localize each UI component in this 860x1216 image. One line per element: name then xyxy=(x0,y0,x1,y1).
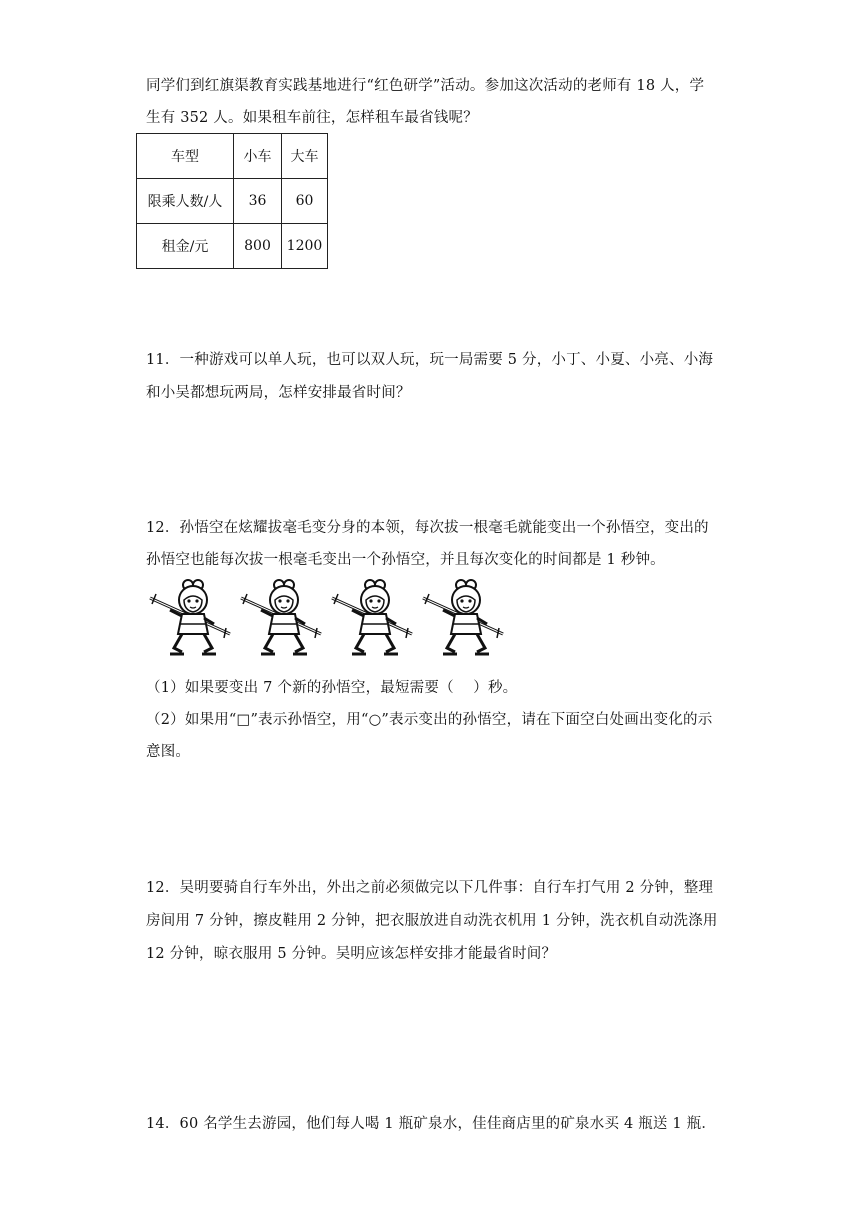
q14-text-line1: 14．60 名学生去游园，他们每人喝 1 瓶矿泉水，佳佳商店里的矿泉水买 4 瓶送 1 瓶． xyxy=(146,1116,717,1132)
monkey-king-icon xyxy=(241,580,321,654)
table-row xyxy=(137,179,328,224)
q12a-sub2-line2: 意图。 xyxy=(146,744,191,760)
q11-text-line1: 11．一种游戏可以单人玩，也可以双人玩，玩一局需要 5 分，小丁、小夏、小亮、小海 xyxy=(146,352,714,368)
car-rental-table xyxy=(136,133,328,269)
monkey-king-icon xyxy=(150,580,230,654)
monkey-king-illustration xyxy=(148,576,508,660)
table-cell: 小车 xyxy=(234,134,282,179)
q12b-text-line3: 12 分钟，晾衣服用 5 分钟。吴明应该怎样安排才能最省时间？ xyxy=(146,946,557,962)
q10-text-line1: 同学们到红旗渠教育实践基地进行“红色研学”活动。参加这次活动的老师有 18 人，学 xyxy=(146,78,705,94)
q12b-text-line1: 12．吴明要骑自行车外出，外出之前必须做完以下几件事：自行车打气用 2 分钟，整理 xyxy=(146,880,714,896)
q12a-sub2-line1: （2）如果用“□”表示孙悟空，用“○”表示变出的孙悟空，请在下面空白处画出变化的示 xyxy=(146,712,713,728)
table-cell: 36 xyxy=(234,179,282,224)
q12b-text-line2: 房间用 7 分钟，擦皮鞋用 2 分钟，把衣服放进自动洗衣机用 1 分钟，洗衣机自动洗涤用 xyxy=(146,913,718,929)
table-cell: 车型 xyxy=(137,134,234,179)
monkey-king-icon xyxy=(423,580,503,654)
table-cell: 1200 xyxy=(282,224,328,269)
table-row xyxy=(137,224,328,269)
table-cell: 限乘人数/人 xyxy=(137,179,234,224)
q12a-sub1: （1）如果要变出 7 个新的孙悟空，最短需要（ ）秒。 xyxy=(146,680,518,696)
table-cell: 大车 xyxy=(282,134,328,179)
q10-text-line2: 生有 352 人。如果租车前往，怎样租车最省钱呢？ xyxy=(146,110,478,126)
q11-text-line2: 和小吴都想玩两局，怎样安排最省时间？ xyxy=(146,385,411,401)
table-header-row xyxy=(137,134,328,179)
table-cell: 租金/元 xyxy=(137,224,234,269)
table-cell: 800 xyxy=(234,224,282,269)
q12a-text-line2: 孙悟空也能每次拔一根毫毛变出一个孙悟空，并且每次变化的时间都是 1 秒钟。 xyxy=(146,552,665,568)
q12a-text-line1: 12．孙悟空在炫耀拔毫毛变分身的本领，每次拔一根毫毛就能变出一个孙悟空，变出的 xyxy=(146,520,709,536)
table-cell: 60 xyxy=(282,179,328,224)
monkey-king-icon xyxy=(332,580,412,654)
